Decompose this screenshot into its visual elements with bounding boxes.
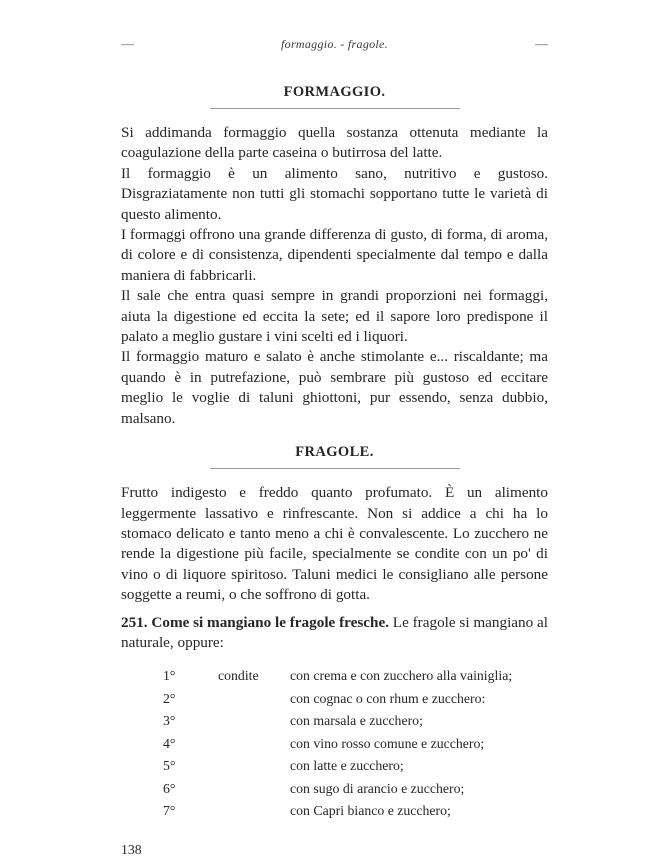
header-dash-right: — <box>535 36 548 51</box>
item-text: con sugo di arancio e zucchero; <box>290 780 465 796</box>
list-item <box>163 758 548 773</box>
page-content <box>121 36 548 826</box>
item-qualifier <box>218 781 290 796</box>
item-number: 4° <box>163 735 176 751</box>
page-number: 138 <box>121 842 142 857</box>
paragraph: Si addimanda formaggio quella sostanza ottenuta mediante la coagulazione della parte caseina o butirrosa del latte. <box>121 124 548 162</box>
header-dash-left: — <box>121 36 134 51</box>
item-text: con vino rosso comune e zucchero; <box>290 735 485 751</box>
item-qualifier <box>218 691 290 706</box>
item-text: con Capri bianco e zucchero; <box>290 803 451 819</box>
item-number: 5° <box>163 758 176 774</box>
item-number: 2° <box>163 690 176 706</box>
paragraph: Il sale che entra quasi sempre in grandi proporzioni nei formaggi, aiuta la digestione ed eccita la sete; ed il sapore loro predispone il palato a meglio gustare i vini scelti ed i liquori. <box>121 287 548 346</box>
list-item <box>163 803 548 818</box>
list-item <box>163 781 548 796</box>
recipe-lead <box>121 613 548 654</box>
item-number: 6° <box>163 780 176 796</box>
item-text: con cognac o con rhum e zucchero: <box>290 690 486 706</box>
recipe-intro: Le fragole si mangiano al naturale, oppure: <box>121 613 548 651</box>
list-item <box>163 691 548 706</box>
title-rule <box>210 108 460 109</box>
item-text: con latte e zucchero; <box>290 758 404 774</box>
list-item <box>163 713 548 728</box>
item-number: 3° <box>163 713 176 729</box>
running-header-text: formaggio. - fragole. <box>281 36 388 51</box>
item-text: con marsala e zucchero; <box>290 713 423 729</box>
section-title-formaggio: FORMAGGIO. <box>283 84 386 100</box>
list-item <box>163 668 548 683</box>
item-text: con crema e con zucchero alla vainiglia; <box>290 668 513 684</box>
section-title-fragole: FRAGOLE. <box>295 444 374 461</box>
item-qualifier <box>218 713 290 728</box>
running-header <box>121 36 548 52</box>
paragraph: Il formaggio è un alimento sano, nutritivo e gustoso. Disgraziatamente non tutti gli stomachi sopportano tutte le varietà di questo alimento. <box>121 164 548 223</box>
item-qualifier: condite <box>218 668 259 684</box>
paragraph: Frutto indigesto e freddo quanto profumato. È un alimento leggermente lassativo e rinfrescante. Non si addice a chi ha lo stomaco delicato e tanto meno a chi è convalescente. Lo zucchero ne rende la digestione più facile, specialmente se condite con un po' di vino o di liquore spiritoso. Taluni medici le consigliano alle persone soggette a reumi, o che soffrono di gotta. <box>121 484 548 604</box>
formaggio-section <box>121 123 548 429</box>
item-number: 1° <box>163 668 176 684</box>
title-rule <box>210 468 460 469</box>
item-number: 7° <box>163 803 176 819</box>
paragraph: I formaggi offrono una grande differenza di gusto, di forma, di aroma, di colore e di consistenza, dipendenti specialmente dal tempo e dalla maniera di fabbricarli. <box>121 226 548 284</box>
item-qualifier <box>218 758 290 773</box>
fragole-list <box>121 668 548 818</box>
item-qualifier <box>218 803 290 818</box>
item-qualifier <box>218 736 290 751</box>
recipe-number-title: 251. Come si mangiano le fragole fresche. <box>121 613 389 631</box>
paragraph: Il formaggio maturo e salato è anche stimolante e... riscaldante; ma quando è in putrefazione, può sembrare più gustoso ed eccitare meglio le voglie di taluni ghiottoni, pur essendo, senza dubbio, malsano. <box>121 348 548 427</box>
list-item <box>163 736 548 751</box>
fragole-section <box>121 483 548 818</box>
